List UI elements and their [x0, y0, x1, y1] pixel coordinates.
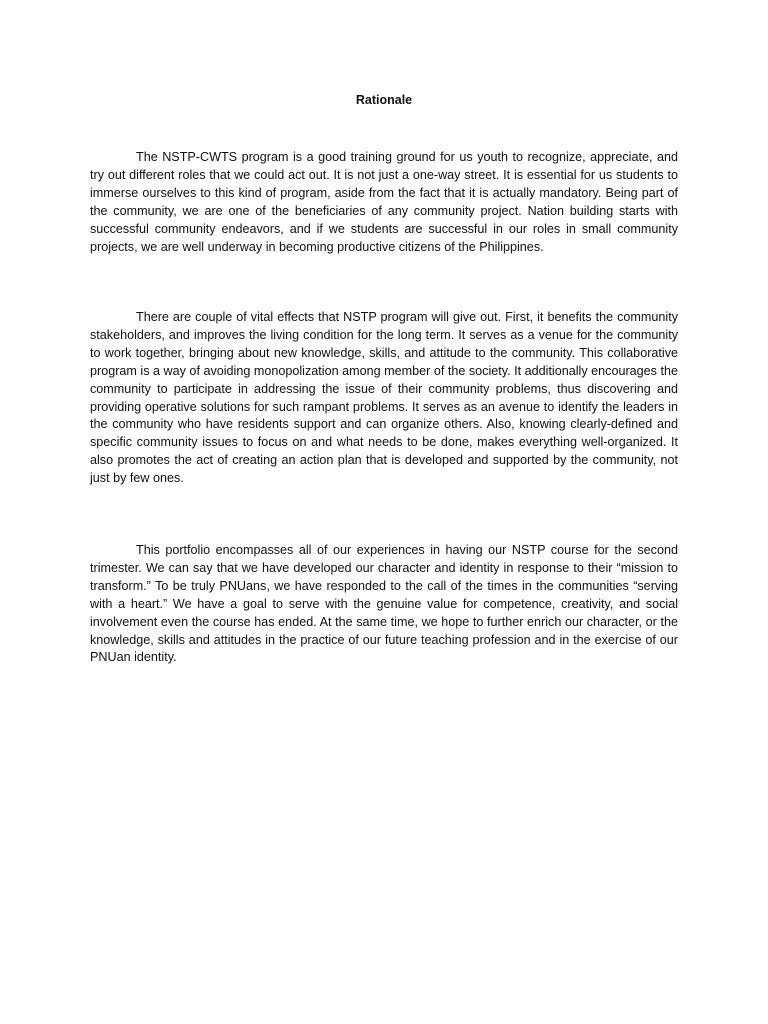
paragraph-1: The NSTP-CWTS program is a good training ground for us youth to recognize, appreciate, and try out different roles that we could act out. It is not just a one-way street. It is essential for us students to immerse ourselves to this kind of program, aside from the fact that it is actually mandatory. Being part of the community, we are one of the beneficiaries of any community project. Nation building starts with successful community endeavors, and if we students are successful in our roles in small community projects, we are well underway in becoming productive citizens of the Philippines. [90, 150, 678, 254]
paragraph-2: There are couple of vital effects that NSTP program will give out. First, it benefits the community stakeholders, and improves the living condition for the long term. It serves as a venue for the community to work together, bringing about new knowledge, skills, and attitude to the community. This collaborative program is a way of avoiding monopolization among member of the society. It additionally encourages the community to participate in addressing the issue of their community problems, thus discovering and providing operative solutions for such rampant problems. It serves as an avenue to identify the leaders in the community who have residents support and can organize others. Also, knowing clearly-defined and specific community issues to focus on and what needs to be done, makes everything well-organized. It also promotes the act of creating an action plan that is developed and supported by the community, not just by few ones. [90, 310, 678, 486]
page-title: Rationale [355, 93, 413, 107]
paragraph-3: This portfolio encompasses all of our experiences in having our NSTP course for the second trimester. We can say that we have developed our character and identity in response to their “mission to transform.” To be truly PNUans, we have responded to the call of the times in the communities “serving with a heart.” We have a goal to serve with the genuine value for competence, creativity, and social involvement even the course has ended. At the same time, we hope to further enrich our character, or the knowledge, skills and attitudes in the practice of our future teaching profession and in the exercise of our PNUan identity. [90, 543, 678, 665]
